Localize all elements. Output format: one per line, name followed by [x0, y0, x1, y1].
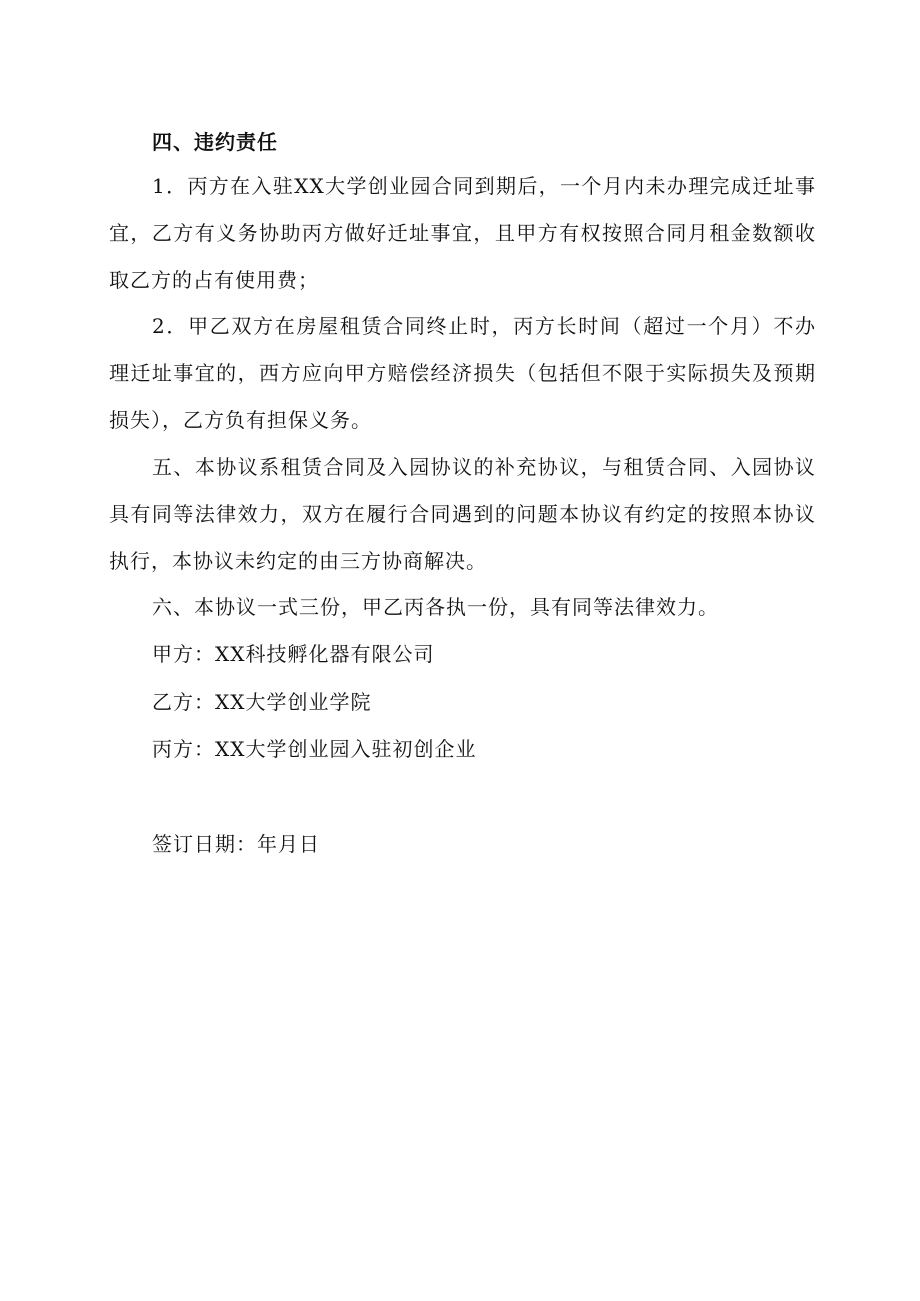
party-c-line: 丙方：XX大学创业园入驻初创企业: [152, 737, 477, 761]
section-heading: 四、违约责任: [152, 130, 278, 154]
paragraph-clause-2: 2．甲乙双方在房屋租赁合同终止时，丙方长时间（超过一个月）不办理迁址事宜的，西方应向甲方赔偿经济损失（包括但不限于实际损失及预期损失），乙方负有担保义务。: [109, 314, 816, 432]
paragraph-section-6: 六、本协议一式三份，甲乙丙各执一份，具有同等法律效力。: [152, 595, 719, 619]
party-b-line: 乙方：XX大学创业学院: [152, 690, 372, 714]
paragraph-clause-1: 1．丙方在入驻XX大学创业园合同到期后，一个月内未办理完成迁址事宜，乙方有义务协助丙方做好迁址事宜，且甲方有权按照合同月租金数额收取乙方的占有使用费；: [109, 174, 816, 292]
party-a-line: 甲方：XX科技孵化器有限公司: [152, 642, 435, 666]
paragraph-section-5: 五、本协议系租赁合同及入园协议的补充协议，与租赁合同、入园协议具有同等法律效力，双方在履行合同遇到的问题本协议有约定的按照本协议执行，本协议未约定的由三方协商解决。: [109, 455, 816, 573]
signing-date-line: 签订日期：年月日: [152, 832, 320, 856]
